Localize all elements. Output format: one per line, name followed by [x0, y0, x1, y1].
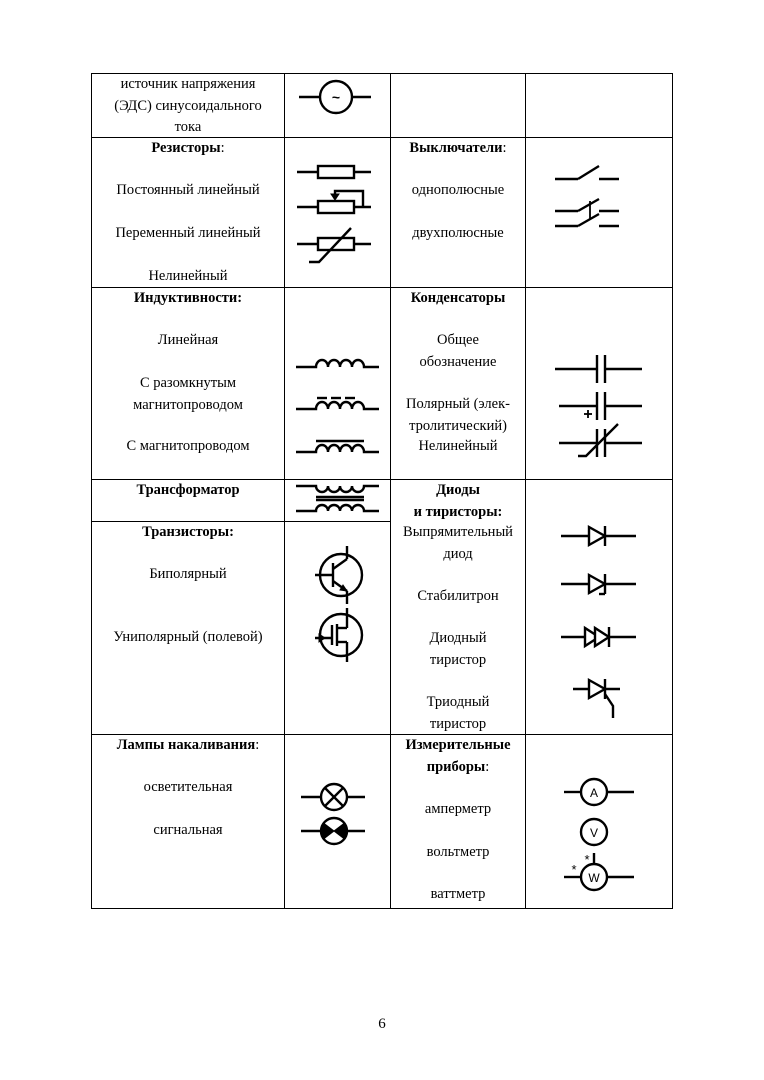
switches-header: Выключатели:	[409, 140, 507, 156]
ammeter-symbol	[564, 779, 634, 805]
text-line: Диодный	[429, 630, 487, 646]
resistor-variable-label: Переменный линейный	[115, 225, 261, 241]
lamp-signal-symbol	[301, 818, 365, 844]
meter-symbols	[526, 735, 672, 908]
sine-mark: ~	[331, 89, 341, 105]
switch-double-pole-label: двухполюсные	[412, 225, 504, 241]
capacitor-nonlinear-label: Нелинейный	[418, 438, 498, 454]
diode-symbols	[526, 480, 672, 734]
diode-rectifier-label	[391, 522, 525, 565]
resistor-fixed-symbol	[297, 166, 371, 178]
wattmeter-letter: W	[588, 871, 600, 885]
resistor-nonlinear-symbol	[297, 228, 371, 262]
text-line: обозначение	[419, 353, 497, 370]
diode-thyristor-symbol	[561, 627, 636, 647]
ammeter-label: амперметр	[424, 801, 492, 817]
resistors-text	[92, 138, 284, 160]
inductor-open-core-symbol	[296, 398, 379, 409]
transistor-bipolar-symbol	[315, 546, 362, 604]
switch-single-pole-label: однополюсные	[411, 182, 505, 198]
voltage-coil-star: *	[571, 862, 577, 877]
capacitor-polar-symbol	[559, 392, 642, 420]
transistor-fet-label: Униполярный (полевой)	[113, 629, 263, 645]
capacitor-general-symbol	[555, 355, 642, 383]
voltmeter-label: вольтметр	[426, 844, 490, 860]
diode-thyristor-label	[391, 628, 525, 671]
text-line: Диоды	[436, 482, 480, 498]
inductor-core-label: С магнитопроводом	[126, 438, 250, 454]
inductor-symbols	[285, 288, 390, 479]
lamp-signal-label: сигнальная	[153, 822, 223, 838]
meters-header-line2: приборы:	[426, 759, 490, 775]
inductor-open-core-label	[92, 373, 284, 416]
capacitor-polar-label	[391, 394, 525, 437]
triode-thyristor-label	[391, 692, 525, 735]
meters-header-line1: Измерительные	[405, 737, 511, 753]
text-line: Триодный	[426, 694, 490, 710]
capacitors-header: Конденсаторы	[410, 290, 506, 306]
lamp-lighting-symbol	[301, 784, 365, 810]
text-line: Полярный (элек-	[406, 396, 510, 412]
text-line: Общее	[437, 332, 479, 348]
transistor-bipolar-label: Биполярный	[149, 566, 227, 582]
text-line: диод	[443, 545, 473, 562]
zener-diode-symbol	[561, 574, 636, 594]
text-line: тиристор	[429, 715, 487, 732]
capacitor-nonlinear-symbol	[559, 424, 642, 457]
capacitor-symbols	[526, 288, 672, 479]
diode-rectifier-symbol	[561, 526, 636, 546]
resistor-nonlinear-label: Нелинейный	[148, 268, 228, 284]
ammeter-letter: A	[589, 786, 599, 800]
switch-symbols	[526, 138, 672, 287]
resistor-fixed-label: Постоянный линейный	[116, 182, 260, 198]
sine-source-symbol	[285, 74, 390, 137]
transistor-symbols	[285, 522, 390, 734]
page-number: 6	[378, 1016, 386, 1032]
transformer-symbol	[285, 480, 390, 521]
current-coil-star: *	[584, 852, 590, 867]
text-line: источник напряжения	[120, 76, 256, 92]
lamp-symbols	[285, 735, 390, 908]
inductor-core-symbol	[296, 441, 379, 452]
inductor-linear-label: Линейная	[157, 332, 219, 348]
text-line: тиристор	[429, 651, 487, 668]
sine-source-label	[92, 74, 284, 139]
inductor-linear-symbol	[296, 360, 379, 367]
wattmeter-label: ваттметр	[430, 886, 486, 902]
resistor-symbols	[285, 138, 390, 287]
text-line: тока	[174, 119, 202, 135]
inductors-header: Индуктивности:	[133, 290, 243, 306]
diodes-header	[391, 480, 525, 523]
resistors-header: Резисторы:	[151, 140, 225, 156]
lamps-header: Лампы накаливания:	[116, 737, 260, 753]
text-line: С разомкнутым	[139, 375, 237, 391]
triode-thyristor-symbol	[573, 679, 620, 718]
transformer-header: Трансформатор	[136, 482, 240, 498]
resistor-variable-symbol	[297, 191, 371, 213]
voltmeter-letter: V	[589, 826, 599, 840]
lamp-lighting-label: осветительная	[143, 779, 233, 795]
text-line: Выпрямительный	[403, 524, 513, 540]
switch-single-pole-symbol	[555, 166, 619, 179]
switch-double-pole-symbol	[555, 199, 619, 226]
text-line: и тиристоры:	[413, 503, 503, 520]
text-line: магнитопроводом	[133, 396, 243, 413]
text-line: тролитический)	[409, 417, 507, 434]
text-line: (ЭДС) синусоидального	[114, 97, 262, 114]
transistors-header: Транзисторы:	[142, 524, 234, 540]
capacitor-general-label	[391, 330, 525, 373]
transistor-fet-symbol	[315, 608, 362, 662]
zener-diode-label: Стабилитрон	[417, 588, 499, 604]
